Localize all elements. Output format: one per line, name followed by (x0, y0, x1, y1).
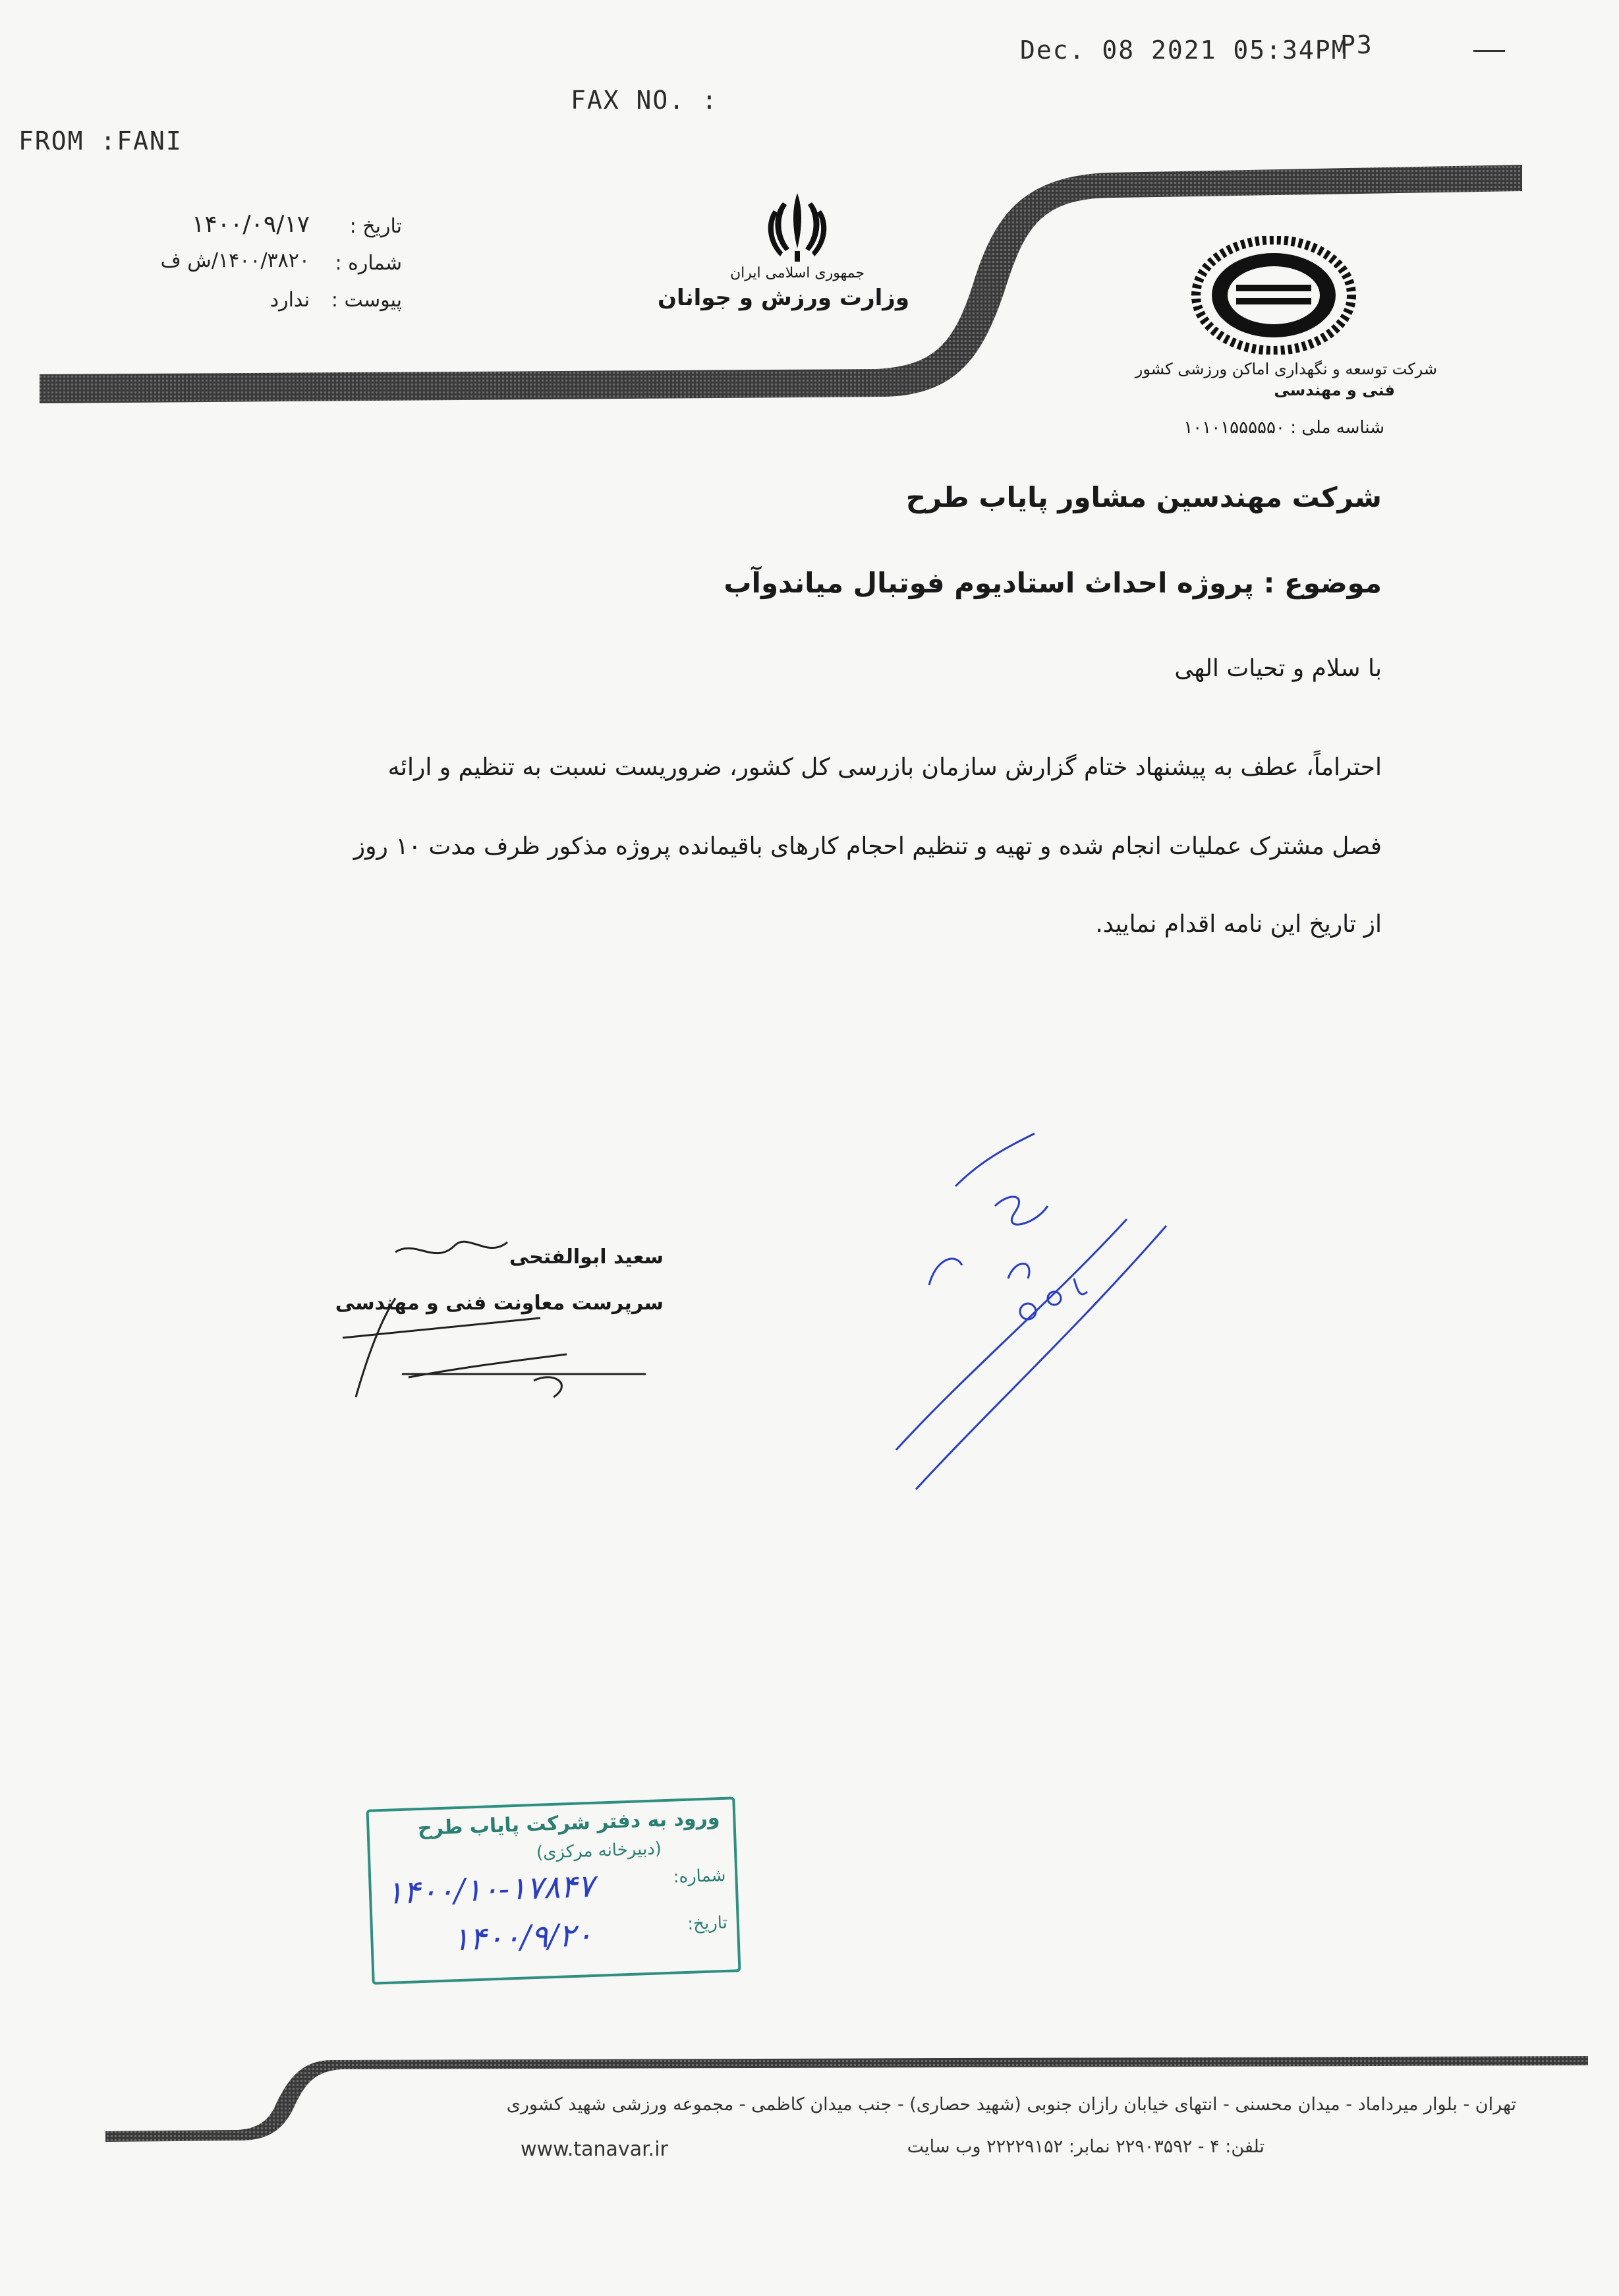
fax-from: FROM :FANI (18, 127, 183, 156)
company-department: فنی و مهندسی (1274, 381, 1395, 399)
ministry-name: وزارت ورزش و جوانان (658, 285, 909, 311)
letter-body-line-3: از تاریخ این نامه اقدام نمایید. (1095, 911, 1382, 938)
attachment-label: پیوست : (331, 289, 402, 312)
footer-phone: تلفن: ۴ - ۲۲۹۰۳۵۹۲ نمابر: ۲۲۲۲۹۱۵۲ وب سایت (907, 2137, 1264, 2157)
date-value: ۱۴۰۰/۰۹/۱۷ (192, 211, 310, 238)
iran-emblem-icon (758, 188, 837, 267)
ministry-country: جمهوری اسلامی ایران (729, 265, 865, 281)
letter-body-line-1: احتراماً، عطف به پیشنهاد ختام گزارش سازمان بازرسی کل کشور، ضروریست نسبت به تنظیم و ارائه (387, 754, 1382, 781)
letter-body-line-2: فصل مشترک عملیات انجام شده و تهیه و تنظیم احجام کارهای باقیمانده پروژه مذکور ظرف مدت ۱۰ روز (353, 833, 1382, 860)
stamp-number-label: شماره: (673, 1865, 726, 1887)
letter-subject: موضوع : پروژه احداث استادیوم فوتبال میاندوآب (724, 567, 1382, 599)
footer-address: تهران - بلوار میرداماد - میدان محسنی - انتهای خیابان رازان جنوبی (شهید حصاری) - جنب میدان کاظمی - مجموعه ورزشی شهید کشوری (506, 2094, 1516, 2115)
number-value: ۱۴۰۰/۳۸۲۰/ش ف (160, 249, 310, 272)
signatory-title: سرپرست معاونت فنی و مهندسی (335, 1292, 664, 1315)
stamp-number-value: ۱۴۰۰/۱۰-۱۷۸۴۷ (385, 1867, 595, 1912)
letter-recipient: شرکت مهندسین مشاور پایاب طرح (905, 481, 1382, 513)
date-label: تاریخ : (349, 215, 402, 238)
number-label: شماره : (335, 252, 402, 275)
company-national-id: شناسه ملی : ۱۰۱۰۱۵۵۵۵۵۰ (1183, 418, 1384, 438)
stamp-date-value: ۱۴۰۰/۹/۲۰ (451, 1916, 594, 1959)
letter-meta-block (125, 211, 402, 318)
signatory-name: سعید ابوالفتحی (509, 1246, 664, 1269)
company-name: شرکت توسعه و نگهداری اماکن ورزشی کشور (1135, 360, 1437, 378)
footer-website[interactable]: www.tanavar.ir (521, 2138, 668, 2161)
company-logo-icon (1191, 236, 1356, 355)
attachment-value: ندارد (270, 289, 310, 312)
stamp-line-2: (دبیرخانه مرکزی) (536, 1839, 662, 1863)
letter-greeting: با سلام و تحیات الهی (1174, 655, 1382, 682)
stamp-line-1: ورود به دفتر شرکت پایاب طرح (417, 1806, 720, 1841)
fax-datetime: Dec. 08 2021 05:34PM (1020, 36, 1348, 65)
handwritten-annotation (876, 1094, 1219, 1503)
received-stamp (366, 1796, 741, 1984)
fax-number: FAX NO. : (571, 86, 718, 115)
fax-page: P3 (1340, 30, 1373, 59)
handwritten-signature (316, 1226, 685, 1437)
stamp-date-label: تاریخ: (687, 1912, 728, 1934)
